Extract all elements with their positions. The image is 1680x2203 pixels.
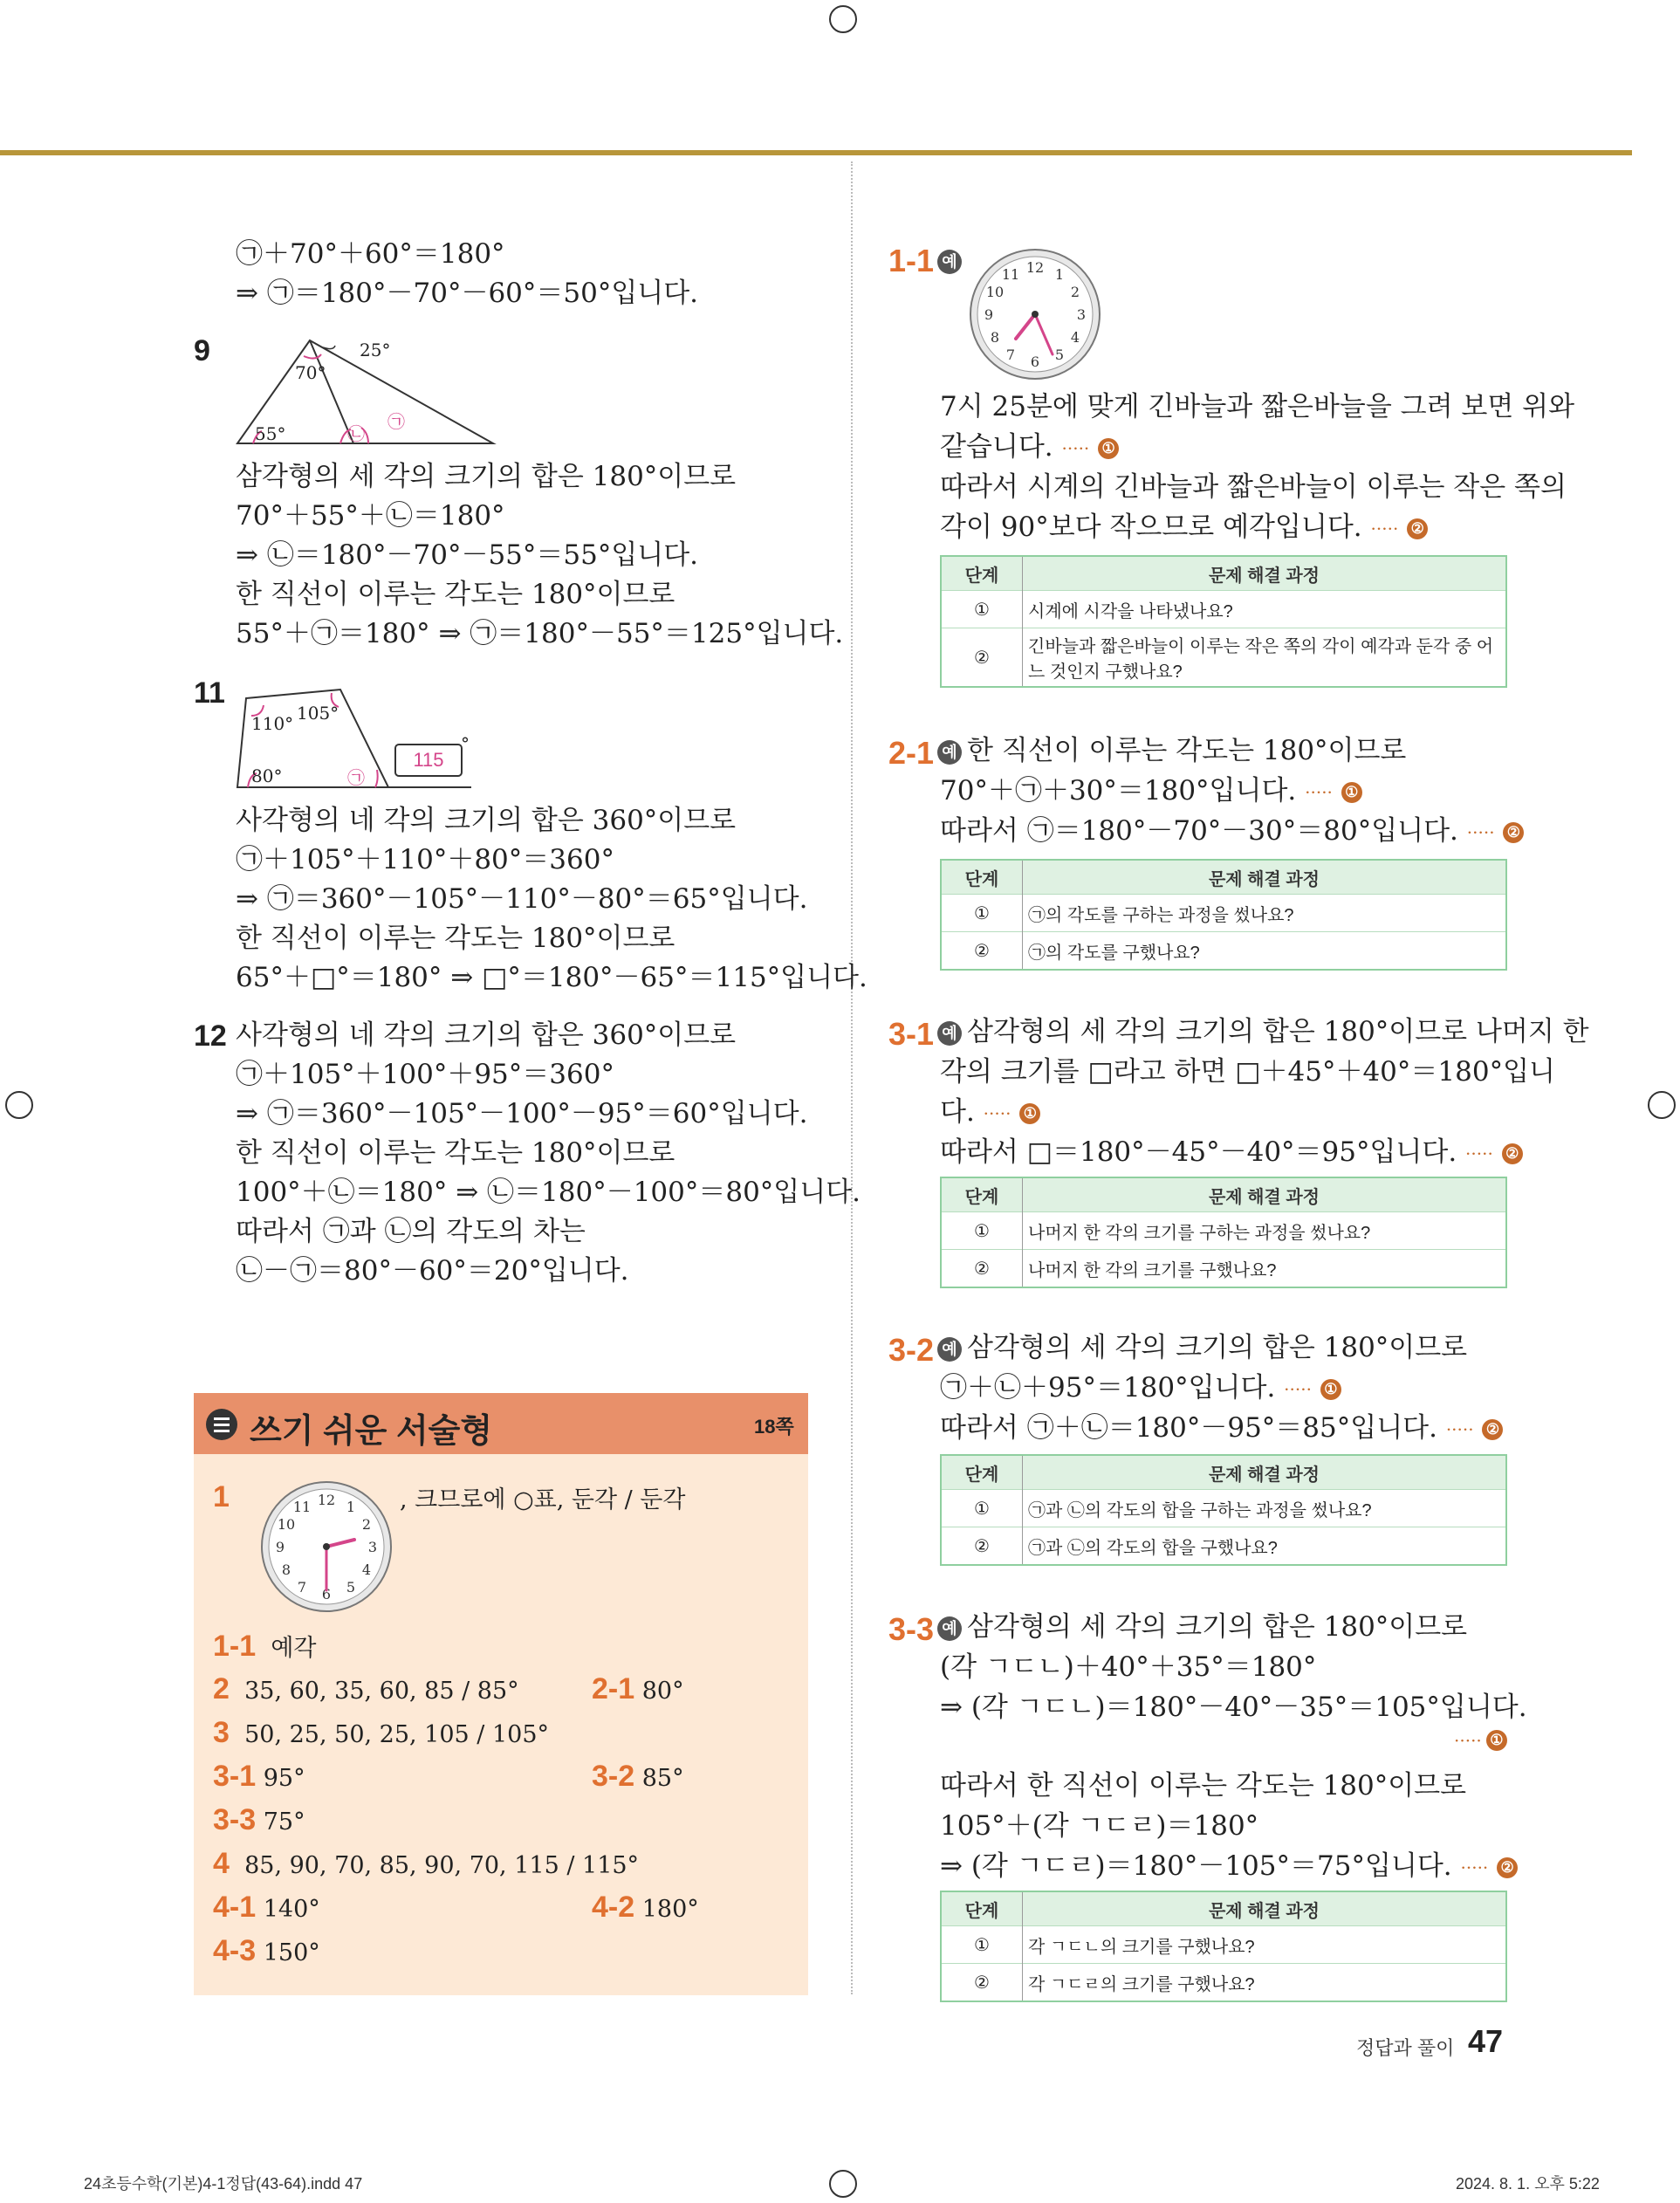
answer-item-4-3: 4-3 150°: [213, 1934, 320, 1967]
answer-item-3-2: 3-2 85°: [592, 1760, 684, 1793]
q12-line-2: ㉠＋105°＋100°＋95°＝360°: [236, 1059, 614, 1090]
svg-text:1: 1: [346, 1499, 356, 1515]
q11-line-1: 사각형의 네 각의 크기의 합은 360°이므로: [236, 805, 737, 836]
question-number-12: 12: [194, 1019, 227, 1053]
q9-line-5: 55°＋㉠＝180° ⇒ ㉠＝180°－55°＝125°입니다.: [236, 618, 844, 649]
s3-3-line-1: 예 삼각형의 세 각의 크기의 합은 180°이므로: [937, 1611, 1467, 1644]
footer-file-name: 24초등수학(기본)4-1정답(43-64).indd 47: [84, 2175, 363, 2193]
s3-3-step-1-marker: ····· ①: [1454, 1730, 1507, 1751]
svg-text:7: 7: [1005, 347, 1016, 363]
svg-text:8: 8: [990, 329, 1000, 346]
q12-line-1: 사각형의 네 각의 크기의 합은 360°이므로: [236, 1019, 737, 1051]
q9-label-55: 55°: [255, 423, 286, 444]
s3-1-line-2: 각의 크기를 □라고 하면 □＋45°＋40°＝180°입니: [940, 1056, 1555, 1088]
solution-1-1-label: 1-1: [888, 243, 935, 278]
s3-2-rubric: 단계 문제 해결 과정 ① ㉠과 ㉡의 각도의 합을 구하는 과정을 썼나요? ② ㉠과 ㉡의 각도의 합을 구했나요?: [940, 1454, 1507, 1566]
s3-1-line-4: 따라서 □＝180°－45°－40°＝95°입니다. ····· ②: [940, 1136, 1523, 1169]
s3-3-line-6: ⇒ (각 ㄱㄷㄹ)＝180°－105°＝75°입니다. ····· ②: [940, 1850, 1518, 1883]
q11-label-80: 80°: [251, 765, 283, 786]
q9-label-25: 25°: [360, 340, 391, 360]
q11-label-105: 105°: [297, 703, 339, 724]
q11-label-110: 110°: [251, 713, 294, 734]
svg-text:10: 10: [985, 284, 1005, 300]
svg-text:11: 11: [1001, 266, 1020, 283]
column-divider: [851, 161, 853, 1994]
svg-text:9: 9: [984, 306, 994, 323]
s3-3-line-3: ⇒ (각 ㄱㄷㄴ)＝180°－40°－35°＝105°입니다.: [940, 1692, 1527, 1723]
s2-1-line-1: 예 한 직선이 이루는 각도는 180°이므로: [937, 735, 1406, 767]
q12-line-4: 한 직선이 이루는 각도는 180°이므로: [236, 1137, 675, 1169]
registration-mark-right: [1648, 1091, 1676, 1119]
svg-text:10: 10: [277, 1516, 296, 1533]
example-mark-1-1: 예: [937, 250, 962, 274]
q11-line-2: ㉠＋105°＋110°＋80°＝360°: [236, 844, 614, 875]
s1-1-line-2: 같습니다. ····· ①: [940, 431, 1119, 463]
q9-line-2: 70°＋55°＋㉡＝180°: [236, 500, 505, 532]
svg-text:7: 7: [297, 1579, 307, 1596]
s2-1-line-2: 70°＋㉠＋30°＝180°입니다. ····· ①: [940, 775, 1362, 807]
solution-2-1-label: 2-1: [888, 735, 935, 771]
svg-text:2: 2: [1070, 284, 1080, 300]
q9-label-70: 70°: [295, 362, 326, 383]
s1-1-rubric: 단계 문제 해결 과정 ① 시계에 시각을 나타냈나요? ② 긴바늘과 짧은바늘이 이루는 작은 쪽의 각이 예각과 둔각 중 어느 것인지 구했나요?: [940, 555, 1507, 688]
svg-text:8: 8: [281, 1561, 291, 1578]
s3-1-rubric: 단계 문제 해결 과정 ① 나머지 한 각의 크기를 구하는 과정을 썼나요? ② 나머지 한 각의 크기를 구했나요?: [940, 1177, 1507, 1288]
s3-3-line-5: 105°＋(각 ㄱㄷㄹ)＝180°: [940, 1810, 1259, 1842]
answer-item-4-2: 4-2 180°: [592, 1891, 699, 1924]
svg-text:1: 1: [1054, 266, 1065, 283]
q12-line-5: 100°＋㉡＝180° ⇒ ㉡＝180°－100°＝80°입니다.: [236, 1177, 861, 1208]
registration-mark-left: [5, 1091, 33, 1119]
s3-3-line-4: 따라서 한 직선이 이루는 각도는 180°이므로: [940, 1770, 1467, 1802]
s1-1-line-4: 각이 90°보다 작으므로 예각입니다. ····· ②: [940, 511, 1428, 544]
footer-section-label: 정답과 풀이: [1356, 2037, 1455, 2059]
answer-item-2: 2 35, 60, 35, 60, 85 / 85°: [213, 1672, 519, 1705]
s1-1-line-1: 7시 25분에 맞게 긴바늘과 짧은바늘을 그려 보면 위와: [940, 391, 1575, 422]
q11-line-4: 한 직선이 이루는 각도는 180°이므로: [236, 923, 675, 954]
svg-text:6: 6: [1030, 353, 1040, 370]
registration-mark-top: [829, 5, 857, 33]
answer-item-2-1: 2-1 80°: [592, 1672, 684, 1705]
q11-answer-box: 115: [394, 744, 463, 777]
q9-triangle-figure: [236, 330, 506, 452]
s3-1-line-3: 다. ····· ①: [940, 1096, 1040, 1129]
svg-text:3: 3: [1076, 306, 1087, 323]
q9-line-4: 한 직선이 이루는 각도는 180°이므로: [236, 579, 675, 610]
solution-3-2-label: 3-2: [888, 1332, 935, 1368]
q11-answer-degree: °: [461, 733, 470, 754]
solution-1-1-clock: [967, 246, 1103, 382]
answer-1-text: , 크므로에 ○표, 둔각 / 둔각: [400, 1486, 686, 1513]
svg-text:3: 3: [367, 1539, 378, 1555]
svg-text:4: 4: [1070, 329, 1080, 346]
q9-line-1: 삼각형의 세 각의 크기의 합은 180°이므로: [236, 461, 737, 492]
svg-text:4: 4: [361, 1561, 372, 1578]
s3-2-line-1: 예 삼각형의 세 각의 크기의 합은 180°이므로: [937, 1332, 1467, 1364]
s3-1-line-1: 예 삼각형의 세 각의 크기의 합은 180°이므로 나머지 한: [937, 1016, 1589, 1048]
answer-item-1-1: 1-1 예각: [213, 1630, 317, 1663]
q9-label-g: ㉠: [387, 411, 405, 432]
question-number-9: 9: [194, 334, 210, 367]
svg-text:11: 11: [292, 1499, 312, 1515]
question-number-11: 11: [194, 676, 225, 710]
q9-label-l: ㉡: [347, 423, 365, 444]
svg-text:5: 5: [1054, 347, 1065, 363]
answer-box-page-ref: 18쪽: [754, 1416, 794, 1438]
answer-item-4-1: 4-1 140°: [213, 1891, 320, 1924]
svg-text:12: 12: [317, 1492, 336, 1508]
q12-line-6: 따라서 ㉠과 ㉡의 각도의 차는: [236, 1216, 586, 1247]
left-line-1: ㉠＋70°＋60°＝180°: [236, 238, 505, 270]
q11-line-5: 65°＋□°＝180° ⇒ □°＝180°－65°＝115°입니다.: [236, 962, 867, 993]
svg-text:9: 9: [275, 1539, 285, 1555]
solution-3-1-label: 3-1: [888, 1016, 935, 1052]
svg-text:2: 2: [361, 1516, 372, 1533]
solution-3-3-label: 3-3: [888, 1611, 935, 1647]
s3-3-rubric: 단계 문제 해결 과정 ① 각 ㄱㄷㄴ의 크기를 구했나요? ② 각 ㄱㄷㄹ의 크기를 구했나요?: [940, 1891, 1507, 2002]
svg-text:6: 6: [321, 1586, 332, 1602]
s2-1-line-3: 따라서 ㉠＝180°－70°－30°＝80°입니다. ····· ②: [940, 815, 1524, 848]
answer-item-3: 3 50, 25, 50, 25, 105 / 105°: [213, 1716, 550, 1749]
q12-line-7: ㉡－㉠＝80°－60°＝20°입니다.: [236, 1255, 629, 1287]
answer-item-4: 4 85, 90, 70, 85, 90, 70, 115 / 115°: [213, 1847, 640, 1880]
answer-box-title: 쓰기 쉬운 서술형: [250, 1413, 493, 1450]
q11-label-g: ㉠: [347, 767, 365, 788]
q9-line-3: ⇒ ㉡＝180°－70°－55°＝55°입니다.: [236, 539, 699, 571]
s3-2-line-3: 따라서 ㉠＋㉡＝180°－95°＝85°입니다. ····· ②: [940, 1412, 1503, 1445]
q12-line-3: ⇒ ㉠＝360°－105°－100°－95°＝60°입니다.: [236, 1098, 808, 1129]
answer-item-3-1: 3-1 95°: [213, 1760, 305, 1793]
registration-mark-bottom: [829, 2170, 857, 2198]
q11-line-3: ⇒ ㉠＝360°－105°－110°－80°＝65°입니다.: [236, 883, 808, 915]
s3-3-line-2: (각 ㄱㄷㄴ)＋40°＋35°＝180°: [940, 1651, 1317, 1683]
footer-date: 2024. 8. 1. 오후 5:22: [1456, 2175, 1600, 2193]
list-icon: [206, 1409, 237, 1440]
top-gold-rule: [0, 150, 1632, 155]
svg-text:5: 5: [346, 1579, 356, 1596]
left-line-2: ⇒ ㉠＝180°－70°－60°＝50°입니다.: [236, 278, 699, 309]
s2-1-rubric: 단계 문제 해결 과정 ① ㉠의 각도를 구하는 과정을 썼나요? ② ㉠의 각도를 구했나요?: [940, 859, 1507, 971]
s3-2-line-2: ㉠＋㉡＋95°＝180°입니다. ····· ①: [940, 1372, 1341, 1404]
svg-text:12: 12: [1025, 259, 1045, 276]
answer-item-3-3: 3-3 75°: [213, 1803, 305, 1836]
answer-1-number: 1: [213, 1480, 230, 1513]
footer-page-number: 47: [1468, 2023, 1504, 2059]
s1-1-line-3: 따라서 시계의 긴바늘과 짧은바늘이 이루는 작은 쪽의: [940, 471, 1567, 503]
answer-1-clock: [258, 1479, 394, 1615]
